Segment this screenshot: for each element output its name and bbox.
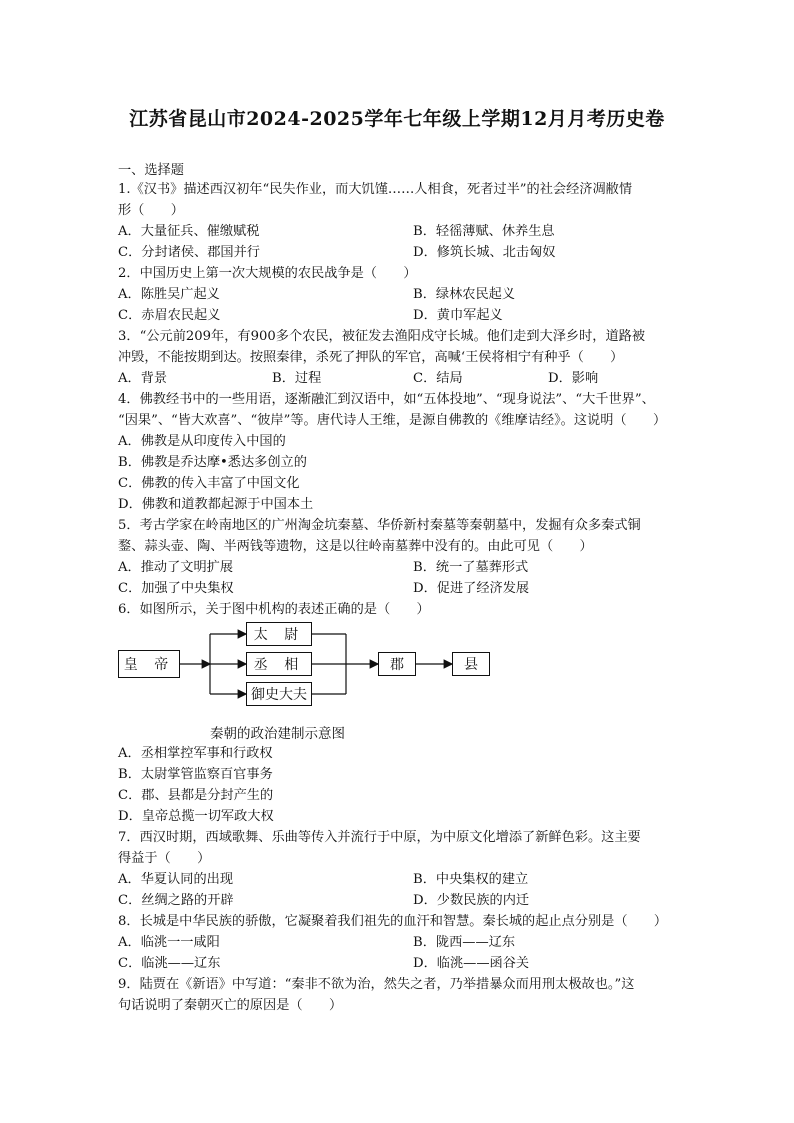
- q4-stem-line1: 4．佛教经书中的一些用语，逐渐融汇到汉语中，如“五体投地”、“现身说法”、“大千世界”、: [118, 392, 655, 407]
- q2-option-d: D．黄巾军起义: [413, 308, 503, 323]
- diagram-caption: 秦朝的政治建制示意图: [210, 726, 345, 742]
- q9-stem-line2: 句话说明了秦朝灭亡的原因是（ ）: [118, 998, 343, 1013]
- page-title: 江苏省昆山市2024-2025学年七年级上学期12月月考历史卷: [129, 108, 665, 130]
- q4-option-d: D．佛教和道教都起源于中国本土: [118, 497, 314, 512]
- q6-option-c: C．郡、县都是分封产生的: [118, 788, 274, 803]
- chengxiang-box: 丞 相: [246, 652, 312, 676]
- q8-option-d: D．临洮——函谷关: [413, 956, 530, 971]
- q7-stem-line1: 7．西汉时期，西域歌舞、乐曲等传入并流行于中原，为中原文化增添了新鲜色彩。这主要: [118, 830, 641, 845]
- section-heading: 一、选择题: [118, 163, 184, 178]
- q5-stem-line2: 鍪、蒜头壶、陶、半两钱等遗物，这是以往岭南墓葬中没有的。由此可见（ ）: [118, 539, 593, 554]
- jun-box: 郡: [378, 652, 416, 676]
- q1-stem-line2: 形（ ）: [118, 203, 184, 218]
- q5-option-d: D．促进了经济发展: [413, 581, 530, 596]
- q9-stem-line1: 9．陆贾在《新语》中写道：“秦非不欲为治，然失之者，乃举措暴众而用刑太极故也。”这: [118, 977, 635, 992]
- xian-box: 县: [452, 652, 490, 676]
- q5-option-b: B．统一了墓葬形式: [413, 560, 529, 575]
- q8-option-b: B．陇西——辽东: [413, 935, 516, 950]
- q7-option-d: D．少数民族的内迁: [413, 893, 530, 908]
- q5-option-c: C．加强了中央集权: [118, 581, 234, 596]
- q6-option-d: D．皇帝总揽一切军政大权: [118, 809, 274, 824]
- taiwei-box: 太 尉: [246, 622, 312, 646]
- q6-option-a: A．丞相掌控军事和行政权: [118, 746, 273, 761]
- emperor-box: 皇 帝: [118, 650, 180, 678]
- q1-stem-line1: 1.《汉书》描述西汉初年“民失作业，而大饥馑……人相食，死者过半”的社会经济凋敝情: [118, 182, 633, 197]
- q5-stem-line1: 5．考古学家在岭南地区的广州淘金坑秦墓、华侨新村秦墓等秦朝墓中，发掘有众多秦式铜: [118, 518, 641, 533]
- q3-stem-line1: 3．“公元前209年，有900多个农民，被征发去渔阳戍守长城。他们走到大泽乡时，道路被: [118, 329, 646, 344]
- q8-option-c: C．临洮——辽东: [118, 956, 221, 971]
- q7-option-a: A．华夏认同的出现: [118, 872, 234, 887]
- q2-stem: 2．中国历史上第一次大规模的农民战争是（ ）: [118, 266, 417, 281]
- q7-option-b: B．中央集权的建立: [413, 872, 529, 887]
- q2-option-c: C．赤眉农民起义: [118, 308, 221, 323]
- q1-option-c: C．分封诸侯、郡国并行: [118, 245, 260, 260]
- q3-option-c: C．结局: [413, 371, 463, 386]
- q8-stem: 8．长城是中华民族的骄傲，它凝聚着我们祖先的血汗和智慧。秦长城的起止点分别是（ ）: [118, 914, 668, 929]
- q3-option-b: B．过程: [272, 371, 322, 386]
- q8-option-a: A．临洮一一咸阳: [118, 935, 220, 950]
- q1-option-d: D．修筑长城、北击匈奴: [413, 245, 556, 260]
- qin-political-system-diagram: [118, 620, 538, 712]
- q3-stem-line2: 冲毁，不能按期到达。按照秦律，杀死了押队的军官，高喊‘王侯将相宁有种乎（ ）: [118, 350, 624, 365]
- q1-option-b: B．轻徭薄赋、休养生息: [413, 224, 555, 239]
- q2-option-a: A．陈胜吴广起义: [118, 287, 220, 302]
- q2-option-b: B．绿林农民起义: [413, 287, 516, 302]
- q7-stem-line2: 得益于（ ）: [118, 851, 211, 866]
- q4-option-c: C．佛教的传入丰富了中国文化: [118, 476, 300, 491]
- q1-option-a: A．大量征兵、催缴赋税: [118, 224, 260, 239]
- yushi-box: 御史大夫: [246, 682, 312, 706]
- q4-option-b: B．佛教是乔达摩•悉达多创立的: [118, 455, 307, 470]
- q4-stem-line2: “因果”、“皆大欢喜”、“彼岸”等。唐代诗人王维，是源自佛教的《维摩诘经》。这说明（ ）: [118, 413, 667, 428]
- q6-option-b: B．太尉掌管监察百官事务: [118, 767, 273, 782]
- q4-option-a: A．佛教是从印度传入中国的: [118, 434, 286, 449]
- q7-option-c: C．丝绸之路的开辟: [118, 893, 234, 908]
- q5-option-a: A．推动了文明扩展: [118, 560, 234, 575]
- q3-option-a: A．背景: [118, 371, 168, 386]
- q3-option-d: D．影响: [548, 371, 599, 386]
- q6-stem: 6．如图所示，关于图中机构的表述正确的是（ ）: [118, 602, 430, 617]
